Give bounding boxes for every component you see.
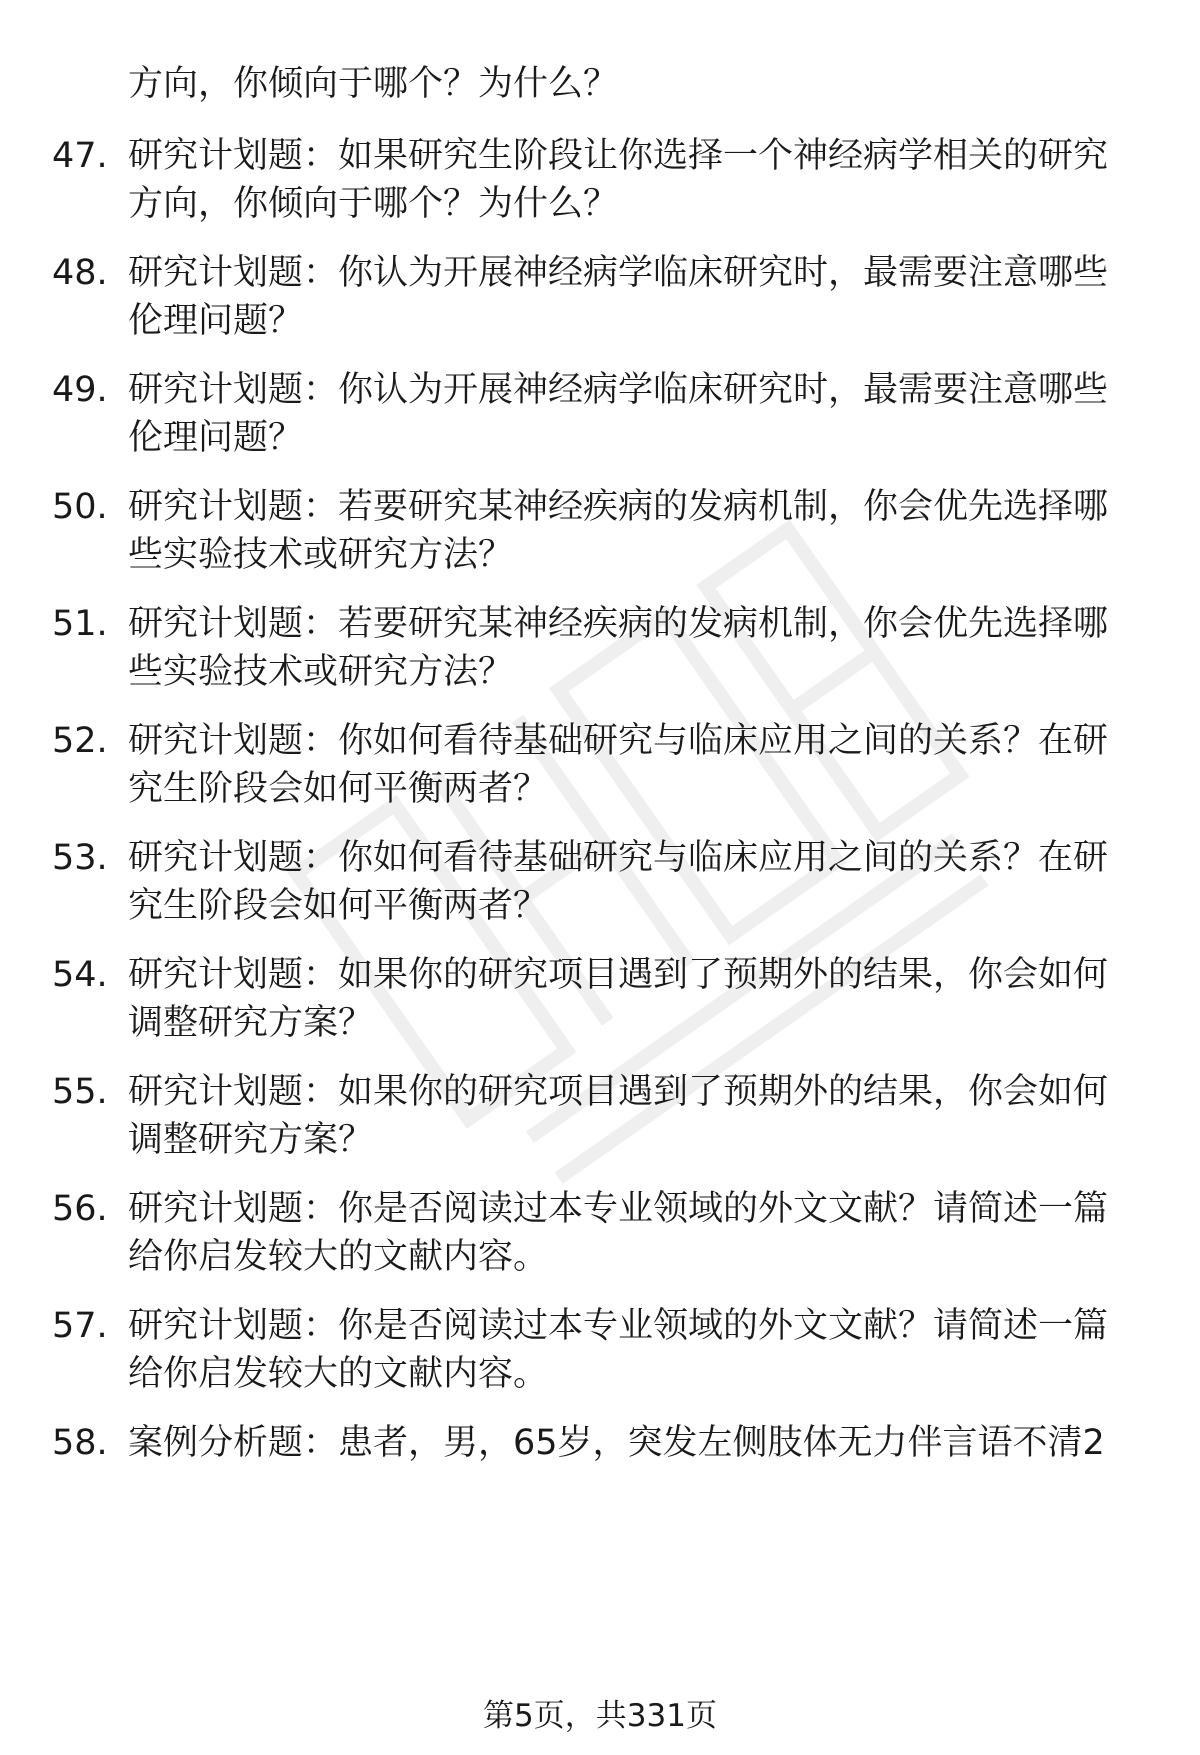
question-text: 研究计划题：你如何看待基础研究与临床应用之间的关系？在研究生阶段会如何平衡两者？	[128, 721, 1109, 809]
question-item-48	[52, 249, 1142, 345]
question-number: 47.	[52, 136, 108, 176]
question-number: 51.	[52, 604, 108, 644]
question-number: 57.	[52, 1306, 108, 1346]
question-text: 研究计划题：若要研究某神经疾病的发病机制，你会优先选择哪些实验技术或研究方法？	[128, 604, 1109, 692]
question-text: 研究计划题：如果你的研究项目遇到了预期外的结果，你会如何调整研究方案？	[128, 1072, 1109, 1160]
question-item-52	[52, 717, 1142, 813]
question-item-57	[52, 1302, 1142, 1398]
question-text: 研究计划题：若要研究某神经疾病的发病机制，你会优先选择哪些实验技术或研究方法？	[128, 487, 1109, 575]
question-item-55	[52, 1068, 1142, 1164]
question-item-50	[52, 483, 1142, 579]
question-number: 54.	[52, 955, 108, 995]
question-item-47	[52, 132, 1142, 228]
question-number: 58.	[52, 1423, 108, 1463]
question-item-49	[52, 366, 1142, 462]
question-item-54	[52, 951, 1142, 1047]
question-item-56	[52, 1185, 1142, 1281]
question-item-51	[52, 600, 1142, 696]
question-text: 研究计划题：你认为开展神经病学临床研究时，最需要注意哪些伦理问题？	[128, 253, 1109, 341]
question-number: 50.	[52, 487, 108, 527]
question-number: 53.	[52, 838, 108, 878]
question-number: 49.	[52, 370, 108, 410]
question-number: 55.	[52, 1072, 108, 1112]
question-text: 研究计划题：你是否阅读过本专业领域的外文文献？请简述一篇给你启发较大的文献内容。	[128, 1306, 1109, 1394]
question-text: 研究计划题：如果研究生阶段让你选择一个神经病学相关的研究方向，你倾向于哪个？为什么？	[128, 136, 1109, 224]
question-item-53	[52, 834, 1142, 930]
question-number: 52.	[52, 721, 108, 761]
question-text: 研究计划题：你是否阅读过本专业领域的外文文献？请简述一篇给你启发较大的文献内容。	[128, 1189, 1109, 1277]
question-text: 研究计划题：如果你的研究项目遇到了预期外的结果，你会如何调整研究方案？	[128, 955, 1109, 1043]
question-text: 研究计划题：你认为开展神经病学临床研究时，最需要注意哪些伦理问题？	[128, 370, 1109, 458]
question-46-continuation: 方向，你倾向于哪个？为什么？	[128, 64, 619, 104]
question-number: 56.	[52, 1189, 108, 1229]
page-footer: 第5页，共331页	[483, 1698, 717, 1734]
question-number: 48.	[52, 253, 108, 293]
question-text: 案例分析题：患者，男，65岁，突发左侧肢体无力伴言语不清2	[128, 1423, 1105, 1463]
question-item-58	[52, 1419, 1142, 1467]
question-text: 研究计划题：你如何看待基础研究与临床应用之间的关系？在研究生阶段会如何平衡两者？	[128, 838, 1109, 926]
